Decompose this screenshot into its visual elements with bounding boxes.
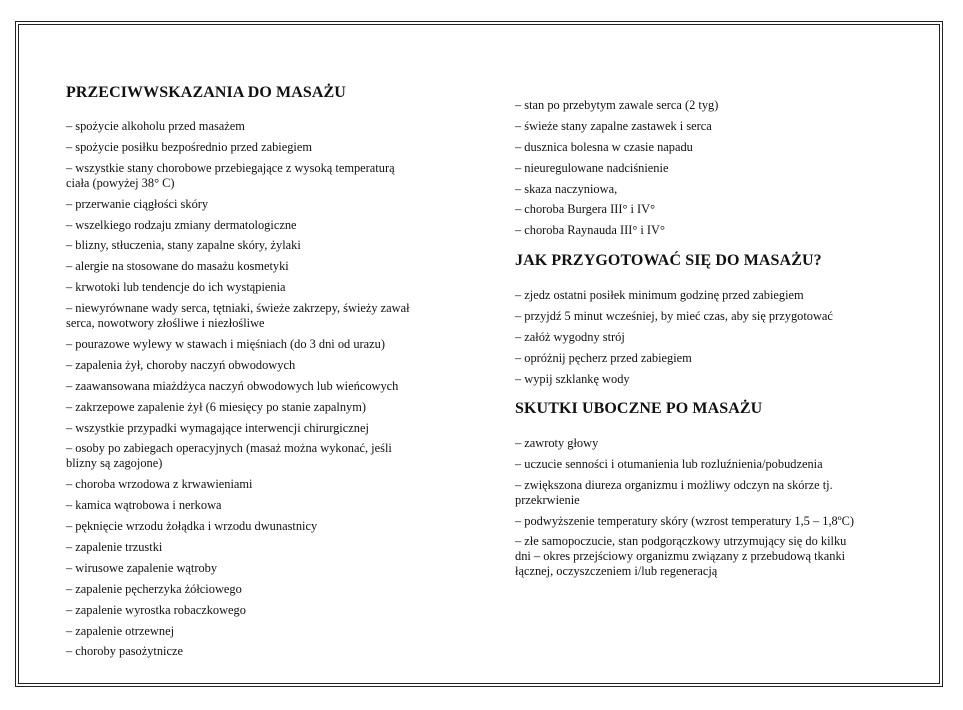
list-item: – świeże stany zapalne zastawek i serca: [515, 118, 712, 133]
list-item: – niewyrównane wady serca, tętniaki, świeże zakrzepy, świeży zawał serca, nowotwory złośliwe i niezłośliwe: [66, 301, 410, 331]
list-item: – złe samopoczucie, stan podgorączkowy utrzymujący się do kilku dni – okres przejściowy organizmu związany z przebudową tkanki łącznej, oczyszczeniem i/lub regeneracją: [515, 534, 847, 579]
list-item: – choroba Raynauda III° i IV°: [515, 223, 665, 238]
list-item: – podwyższenie temperatury skóry (wzrost temperatury 1,5 – 1,8ºC): [515, 513, 854, 528]
list-item: – osoby po zabiegach operacyjnych (masaż można wykonać, jeśli blizny są zagojone): [66, 441, 392, 471]
side-effects-list: [515, 436, 865, 580]
list-item: – krwotoki lub tendencje do ich wystąpienia: [66, 280, 286, 295]
list-item: – wszystkie stany chorobowe przebiegające z wysoką temperaturą ciała (powyżej 38° C): [66, 160, 395, 190]
left-column: [66, 84, 416, 665]
list-item: – stan po przebytym zawale serca (2 tyg): [515, 98, 719, 112]
list-item: – nieuregulowane nadciśnienie: [515, 160, 669, 175]
list-item: – choroby pasożytnicze: [66, 644, 183, 659]
list-item: – zapalenia żył, choroby naczyń obwodowych: [66, 357, 296, 372]
list-item: – wypij szklankę wody: [515, 371, 630, 386]
list-item: – zjedz ostatni posiłek minimum godzinę przed zabiegiem: [515, 288, 804, 303]
contraindications-list-continued: [515, 98, 865, 238]
list-item: – spożycie posiłku bezpośrednio przed zabiegiem: [66, 139, 313, 154]
list-item: – choroba wrzodowa z krwawieniami: [66, 477, 253, 492]
list-item: – zapalenie wyrostka robaczkowego: [66, 602, 246, 617]
list-item: – zawroty głowy: [515, 435, 599, 450]
list-item: – blizny, stłuczenia, stany zapalne skóry, żylaki: [66, 238, 301, 253]
list-item: – zapalenie otrzewnej: [66, 623, 175, 638]
right-column: [515, 98, 865, 585]
list-item: – zaawansowana miażdżyca naczyń obwodowych lub wieńcowych: [66, 378, 399, 393]
list-item: – wszystkie przypadki wymagające interwencji chirurgicznej: [66, 420, 369, 435]
list-item: – opróżnij pęcherz przed zabiegiem: [515, 351, 692, 366]
list-item: – zwiększona diureza organizmu i możliwy odczyn na skórze tj. przekrwienie: [515, 477, 833, 507]
contraindications-heading: PRZECIWWSKAZANIA DO MASAŻU: [66, 84, 346, 101]
list-item: – zakrzepowe zapalenie żył (6 miesięcy po stanie zapalnym): [66, 399, 366, 414]
list-item: – przerwanie ciągłości skóry: [66, 196, 209, 211]
list-item: – zapalenie pęcherzyka żółciowego: [66, 581, 242, 596]
side-effects-heading: SKUTKI UBOCZNE PO MASAŻU: [515, 399, 763, 417]
list-item: – kamica wątrobowa i nerkowa: [66, 498, 222, 513]
list-item: – choroba Burgera III° i IV°: [515, 202, 656, 217]
list-item: – spożycie alkoholu przed masażem: [66, 119, 245, 133]
preparation-list: [515, 288, 865, 387]
list-item: – dusznica bolesna w czasie napadu: [515, 139, 693, 154]
list-item: – pourazowe wylewy w stawach i mięśniach (do 3 dni od urazu): [66, 337, 385, 352]
list-item: – wirusowe zapalenie wątroby: [66, 560, 218, 575]
list-item: – przyjdź 5 minut wcześniej, by mieć czas, aby się przygotować: [515, 309, 833, 324]
list-item: – załóż wygodny strój: [515, 330, 625, 345]
contraindications-list: [66, 119, 416, 659]
list-item: – zapalenie trzustki: [66, 540, 163, 555]
list-item: – pęknięcie wrzodu żołądka i wrzodu dwunastnicy: [66, 519, 318, 534]
list-item: – skaza naczyniowa,: [515, 181, 618, 196]
preparation-heading: JAK PRZYGOTOWAĆ SIĘ DO MASAŻU?: [515, 252, 822, 270]
list-item: – alergie na stosowane do masażu kosmetyki: [66, 259, 289, 274]
list-item: – wszelkiego rodzaju zmiany dermatologiczne: [66, 217, 297, 232]
list-item: – uczucie senności i otumanienia lub rozluźnienia/pobudzenia: [515, 456, 823, 471]
